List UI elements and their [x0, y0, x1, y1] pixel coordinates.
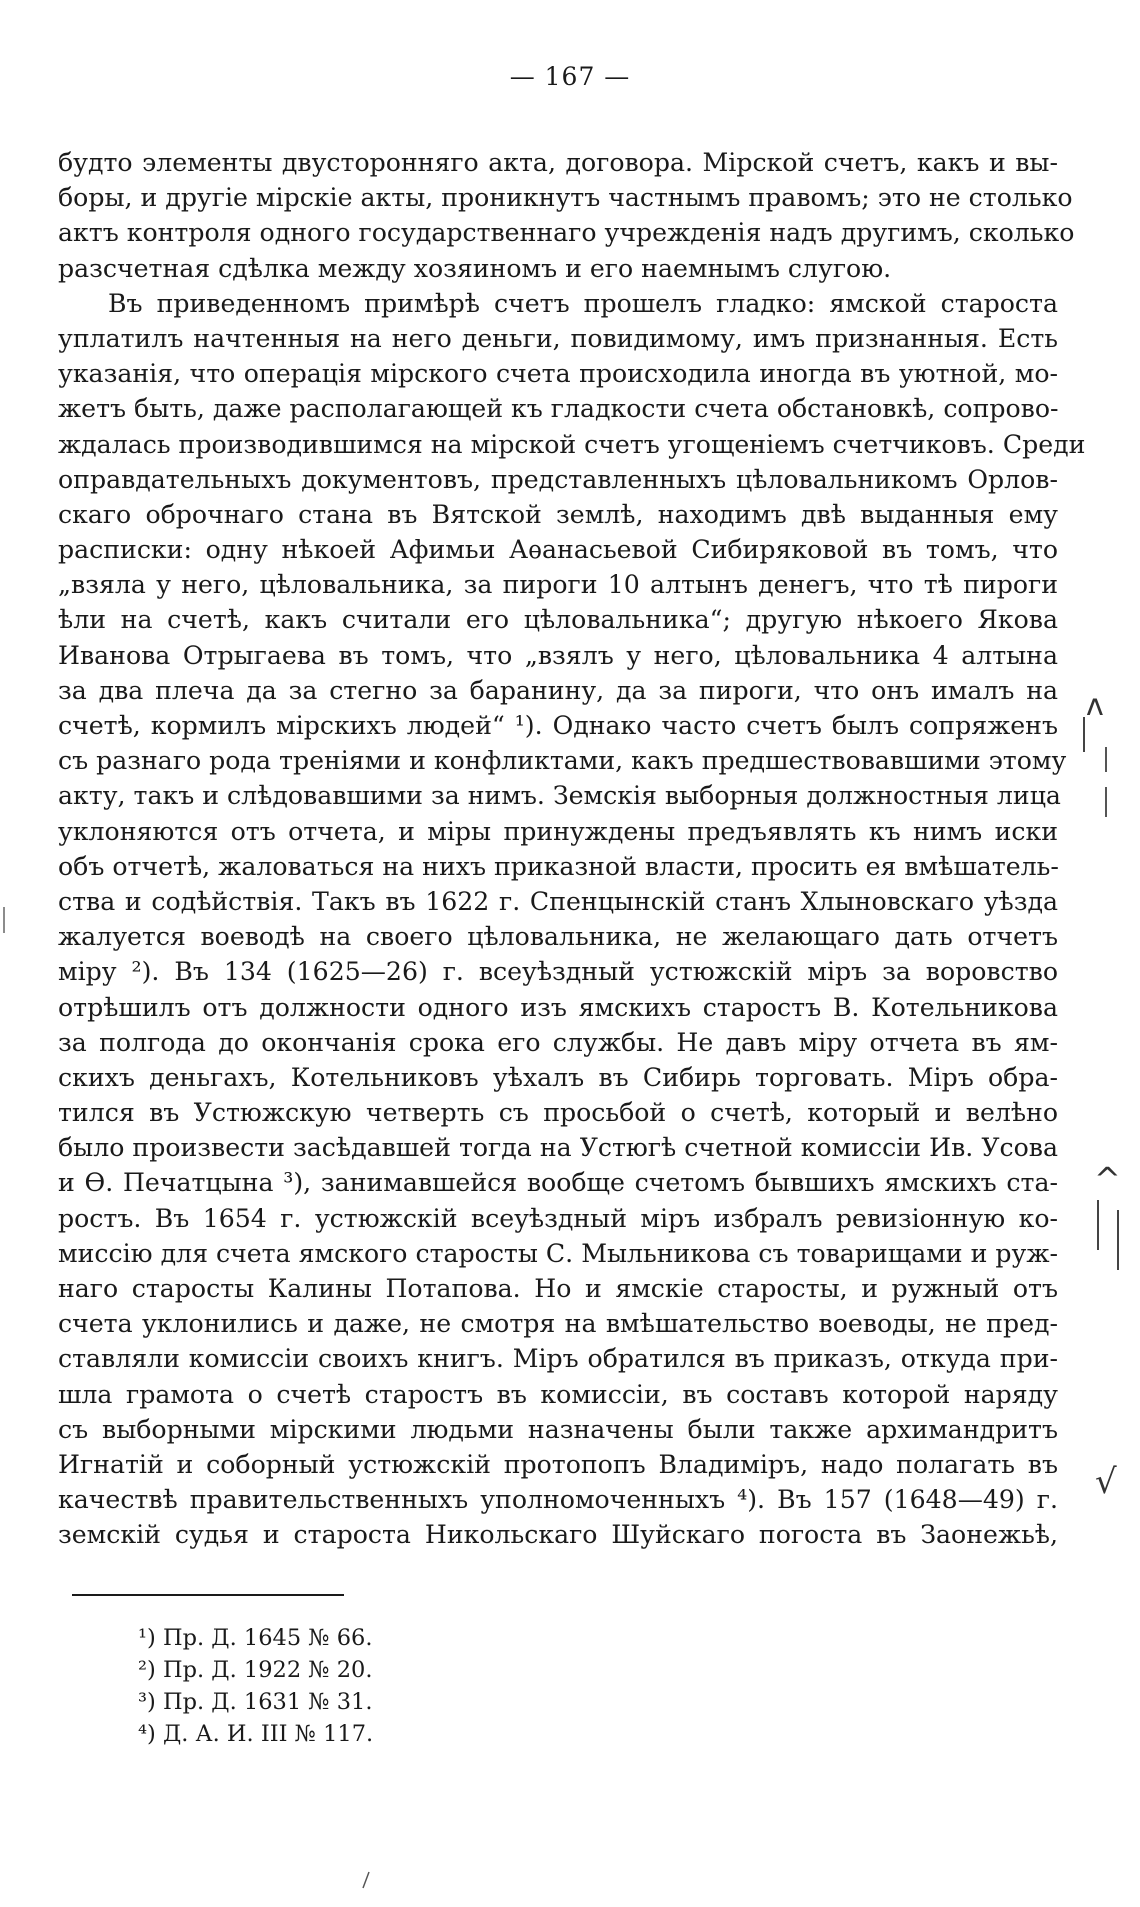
text-line: ѣли на счетѣ, какъ считали его цѣловальника“; другую нѣкоего Якова — [58, 605, 1058, 635]
text-line: качествѣ правительственныхъ уполномоченныхъ ⁴). Въ 157 (1648—49) г. — [58, 1485, 1058, 1515]
text-line: Игнатій и соборный устюжскій протопопъ Владиміръ, надо полагать въ — [58, 1449, 1058, 1479]
footnote-2: ²) Пр. Д. 1922 № 20. — [138, 1657, 373, 1683]
text-line: ства и содѣйствія. Такъ въ 1622 г. Спенцынскій станъ Хлыновскаго уѣзда — [58, 886, 1058, 916]
bottom-pencil-mark — [360, 1870, 372, 1890]
margin-caret-mark-2: ^ — [1094, 1160, 1121, 1198]
text-line: указанія, что операція мірского счета происходила иногда въ уютной, мо- — [58, 359, 1058, 389]
text-line: оправдательныхъ документовъ, представленныхъ цѣловальникомъ Орлов- — [58, 464, 1058, 494]
text-line: міру ²). Въ 134 (1625—26) г. всеуѣздный устюжскій міръ за воровство — [58, 957, 1058, 987]
page-number: — 167 — — [509, 62, 631, 91]
text-line: жетъ быть, даже располагающей къ гладкости счета обстановкѣ, сопрово- — [58, 394, 1059, 424]
text-line: будто элементы двусторонняго акта, договора. Мірской счетъ, какъ и вы- — [58, 148, 1058, 177]
footnotes — [138, 1622, 373, 1750]
margin-check-mark: √ — [1095, 1462, 1117, 1502]
text-line: съ выборными мірскими людьми назначены были также архимандритъ — [58, 1414, 1058, 1444]
text-line: разсчетная сдѣлка между хозяиномъ и его наемнымъ слугою. — [58, 253, 892, 283]
text-line: счета уклонились и даже, не смотря на вмѣшательство воеводы, не пред- — [58, 1309, 1058, 1339]
text-line: отрѣшилъ отъ должности одного изъ ямскихъ старостъ В. Котельникова — [58, 992, 1058, 1022]
text-line: наго старосты Калины Потапова. Но и ямскіе старосты, и ружный отъ — [58, 1274, 1058, 1303]
text-line: уклоняются отъ отчета, и міры принуждены предъявлять къ нимъ иски — [58, 816, 1058, 846]
text-line: за два плеча да за стегно за баранину, да за пироги, что онъ ималъ на — [58, 675, 1058, 705]
text-line: миссію для счета ямского старосты С. Мыльникова съ товарищами и руж- — [58, 1238, 1059, 1268]
text-line: ждалась производившимся на мірской счетъ угощеніемъ счетчиковъ. Среди — [58, 429, 1086, 459]
text-line: „взяла у него, цѣловальника, за пироги 10 алтынъ денегъ, что тѣ пироги — [58, 570, 1058, 600]
text-line: скихъ деньгахъ, Котельниковъ уѣхалъ въ Сибирь торговать. Міръ обра- — [58, 1062, 1058, 1092]
body-text — [58, 145, 1086, 1553]
margin-caret-mark: ʌ — [1086, 688, 1104, 723]
text-line: было произвести засѣдавшей тогда на Устюгѣ счетной комиссіи Ив. Усова — [58, 1133, 1058, 1163]
text-line: земскій судья и староста Никольскаго Шуйскаго погоста въ Заонежьѣ, — [58, 1520, 1058, 1550]
text-line: скаго оброчнаго стана въ Вятской землѣ, находимъ двѣ выданныя ему — [58, 499, 1058, 529]
text-line: шла грамота о счетѣ старостъ въ комиссіи, въ составъ которой наряду — [58, 1379, 1058, 1409]
text-line: объ отчетѣ, жаловаться на нихъ приказной власти, просить ея вмѣшатель- — [58, 851, 1059, 881]
text-line: актъ контроля одного государственнаго учрежденія надъ другимъ, сколько — [58, 218, 1075, 248]
footnote-4: ⁴) Д. А. И. III № 117. — [138, 1721, 374, 1747]
footnote-1: ¹) Пр. Д. 1645 № 66. — [138, 1625, 373, 1651]
text-line: за полгода до окончанія срока его службы. Не давъ міру отчета въ ям- — [58, 1027, 1058, 1057]
text-line: тился въ Устюжскую четверть съ просьбой о счетѣ, который и велѣно — [58, 1098, 1058, 1128]
margin-bracket-mark — [1076, 712, 1116, 822]
text-line: боры, и другіе мірскіе акты, проникнутъ частнымъ правомъ; это не столько — [58, 183, 1073, 213]
text-line: акту, такъ и слѣдовавшими за нимъ. Земскія выборныя должностныя лица — [58, 781, 1061, 811]
left-edge-mark — [0, 905, 10, 935]
paragraph-first-line: Въ приведенномъ примѣрѣ счетъ прошелъ гладко: ямской староста — [108, 288, 1058, 318]
text-line: съ разнаго рода треніями и конфликтами, какъ предшествовавшими этому — [58, 746, 1067, 776]
text-line: Иванова Отрыгаева въ томъ, что „взялъ у него, цѣловальника 4 алтына — [58, 640, 1058, 670]
footnote-3: ³) Пр. Д. 1631 № 31. — [138, 1689, 373, 1715]
text-line: уплатилъ начтенныя на него деньги, повидимому, имъ признанныя. Есть — [58, 323, 1058, 353]
text-line: ставляли комиссіи своихъ книгъ. Міръ обратился въ приказъ, откуда при- — [58, 1344, 1058, 1374]
text-line: счетѣ, кормилъ мірскихъ людей“ ¹). Однако часто счетъ былъ сопряженъ — [58, 711, 1058, 740]
text-line: и Ѳ. Печатцына ³), занимавшейся вообще счетомъ бывшихъ ямскихъ ста- — [58, 1168, 1058, 1198]
footnote-divider — [72, 1594, 344, 1596]
text-line: ростъ. Въ 1654 г. устюжскій всеуѣздный міръ избралъ ревизіонную ко- — [58, 1203, 1058, 1233]
margin-double-line-mark — [1090, 1195, 1130, 1275]
text-line: расписки: одну нѣкоей Афимьи Аѳанасьевой Сибиряковой въ томъ, что — [58, 535, 1058, 565]
text-line: жалуется воеводѣ на своего цѣловальника, не желающаго дать отчетъ — [58, 922, 1058, 952]
